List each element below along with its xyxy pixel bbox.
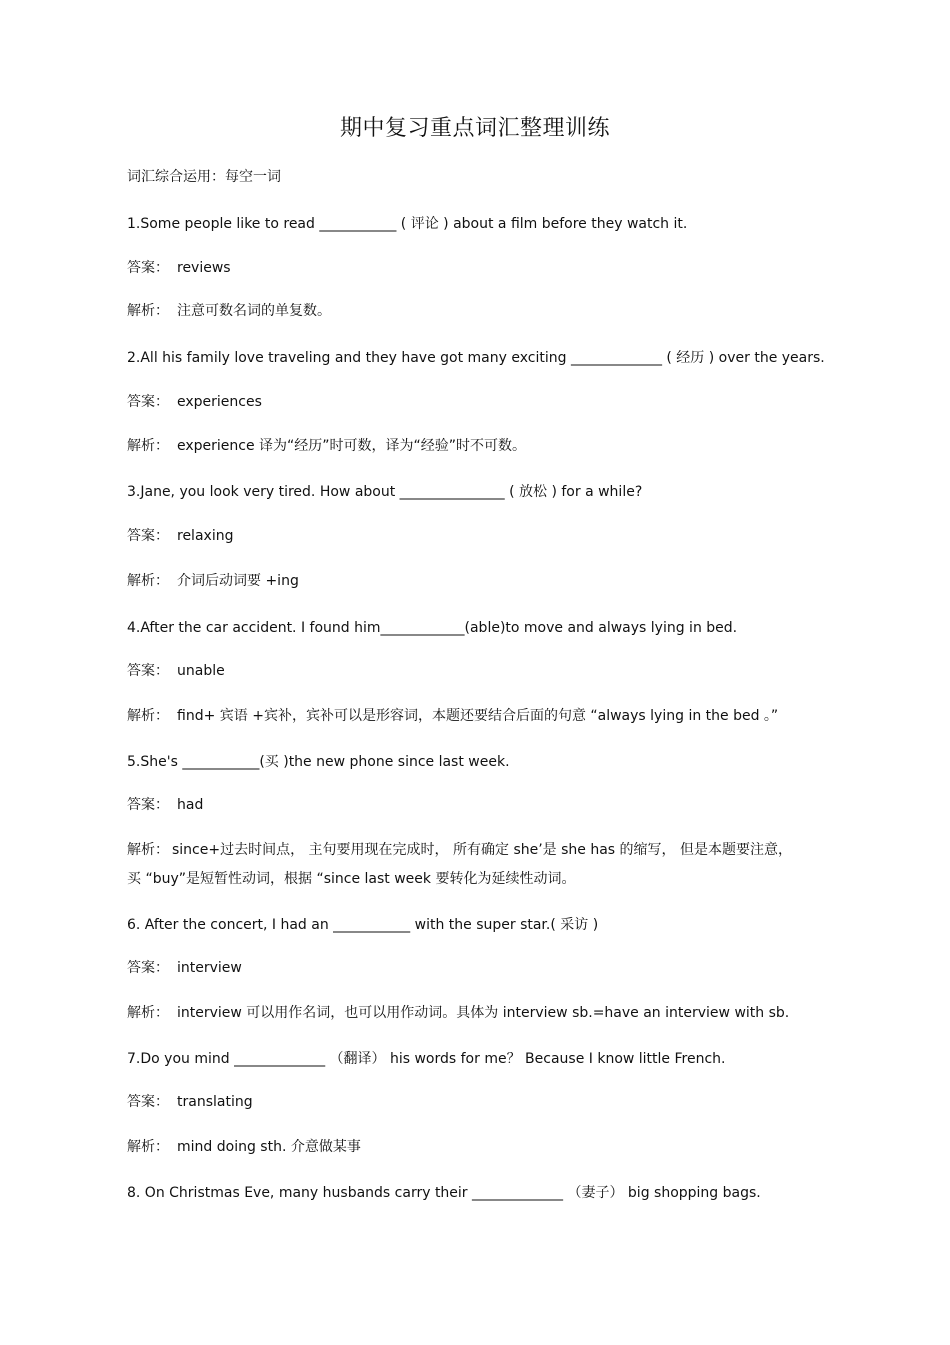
answer-7 (127, 1092, 253, 1112)
question-5: 5.She's ___________(买 )the new phone since last week. (127, 754, 510, 770)
analysis-text: since+过去时间点， 主句要用现在完成时， 所有确定 she’是 she has 的缩写， 但是本题要注意， (172, 842, 793, 858)
analysis-text: 注意可数名词的单复数。 (177, 303, 331, 319)
answer-text: had (177, 797, 204, 813)
answer-label: 答案： (127, 960, 169, 976)
analysis-3 (127, 571, 299, 591)
analysis-1 (127, 301, 331, 321)
answer-text: relaxing (177, 528, 234, 544)
answer-4 (127, 661, 225, 681)
question-7: 7.Do you mind _____________ （翻译） his words for me？ Because I know little French. (127, 1051, 726, 1067)
answer-5 (127, 795, 203, 815)
analysis-text: find+ 宾语 +宾补，宾补可以是形容词，本题还要结合后面的句意 “always lying in the bed 。” (177, 708, 779, 724)
analysis-6 (127, 1003, 789, 1023)
answer-label: 答案： (127, 260, 169, 276)
answer-label: 答案： (127, 663, 169, 679)
instruction-text: 词汇综合运用：每空一词 (127, 169, 281, 185)
answer-text: interview (177, 960, 242, 976)
answer-label: 答案： (127, 394, 169, 410)
analysis-label: 解析： (127, 1005, 169, 1021)
question-3: 3.Jane, you look very tired. How about _______________ ( 放松 ) for a while? (127, 484, 643, 500)
answer-3 (127, 526, 233, 546)
analysis-label: 解析： (127, 438, 169, 454)
analysis-7 (127, 1137, 361, 1157)
answer-label: 答案： (127, 797, 169, 813)
answer-6 (127, 958, 242, 978)
question-1: 1.Some people like to read ___________ ( 评论 ) about a film before they watch it. (127, 216, 688, 232)
analysis-label: 解析： (127, 303, 169, 319)
answer-label: 答案： (127, 528, 169, 544)
analysis-text: interview 可以用作名词，也可以用作动词。具体为 interview sb.=have an interview with sb. (177, 1005, 790, 1021)
analysis-5 (127, 840, 792, 860)
analysis-text: 介词后动词要 +ing (177, 573, 299, 589)
analysis-label: 解析： (127, 708, 169, 724)
analysis-text: mind doing sth. 介意做某事 (177, 1139, 361, 1155)
answer-text: unable (177, 663, 225, 679)
answer-text: experiences (177, 394, 262, 410)
analysis-text: experience 译为“经历”时可数，译为“经验”时不可数。 (177, 438, 527, 454)
answer-2 (127, 392, 262, 412)
analysis-2 (127, 436, 526, 456)
question-2: 2.All his family love traveling and they have got many exciting _____________ ( 经历 ) over the years. (127, 350, 825, 366)
answer-text: translating (177, 1094, 253, 1110)
question-6: 6. After the concert, I had an ___________ with the super star.( 采访 ) (127, 917, 599, 933)
page-title: 期中复习重点词汇整理训练 (339, 116, 610, 141)
answer-1 (127, 258, 231, 278)
analysis-label: 解析： (127, 573, 169, 589)
answer-text: reviews (177, 260, 231, 276)
question-4: 4.After the car accident. I found him____________(able)to move and always lying in bed. (127, 620, 738, 636)
question-8: 8. On Christmas Eve, many husbands carry their _____________ （妻子） big shopping bags. (127, 1185, 761, 1201)
analysis-label: 解析： (127, 1139, 169, 1155)
analysis-4 (127, 706, 778, 726)
analysis-5-continued: 买 “buy”是短暂性动词，根据 “since last week 要转化为延续性动词。 (127, 871, 576, 887)
analysis-label: 解析： (127, 842, 169, 858)
answer-label: 答案： (127, 1094, 169, 1110)
